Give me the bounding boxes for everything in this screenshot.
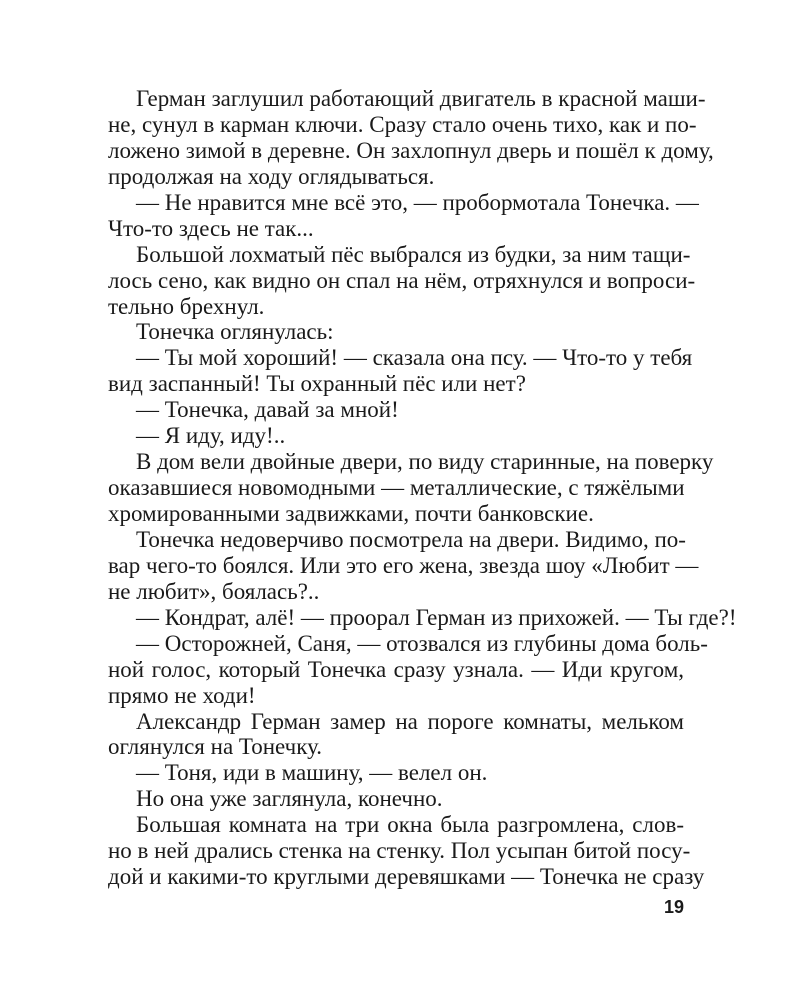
text-line: Тонечка недоверчиво посмотрела на двери. Видимо, по-: [136, 526, 686, 552]
text-line: — Тоня, иди в машину, — велел он.: [136, 760, 488, 786]
text-line: тельно брехнул.: [108, 293, 265, 319]
text-line: прямо не ходи!: [108, 682, 256, 708]
text-line: вид заспанный! Ты охранный пёс или нет?: [108, 371, 526, 397]
text-line: Герман заглушил работающий двигатель в красной маши-: [136, 86, 706, 111]
text-line: Но она уже заглянула, конечно.: [136, 786, 443, 812]
text-line: Тонечка оглянулась:: [136, 319, 334, 345]
text-line: — Осторожней, Саня, — отозвался из глубины дома боль-: [136, 630, 708, 656]
text-line: продолжая на ходу оглядываться.: [108, 163, 435, 189]
text-line: ложено зимой в деревне. Он захлопнул дверь и пошёл к дому,: [108, 137, 714, 163]
text-line: — Кондрат, алё! — проорал Герман из прихожей. — Ты где?!: [136, 604, 737, 630]
text-line: — Не нравится мне всё это, — пробормотала Тонечка. —: [136, 189, 699, 215]
page-number: 19: [663, 897, 684, 917]
text-line: В дом вели двойные двери, по виду старинные, на поверку: [136, 449, 714, 475]
text-line: хромированными задвижками, почти банковские.: [108, 501, 594, 526]
text-line: — Ты мой хороший! — сказала она псу. — Что-то у тебя: [136, 345, 693, 371]
text-line: не, сунул в карман ключи. Сразу стало очень тихо, как и по-: [108, 111, 697, 137]
text-line: лось сено, как видно он спал на нём, отряхнулся и вопроси-: [108, 267, 696, 293]
text-line: но в ней дрались стенка на стенку. Пол усыпан битой посу-: [108, 838, 691, 864]
text-line: оглянулся на Тонечку.: [108, 734, 323, 760]
text-line: Большая комната на три окна была разгромлена, слов-: [136, 812, 684, 838]
text-line: дой и какими-то круглыми деревяшками — Тонечка не сразу: [108, 864, 705, 890]
text-line: Большой лохматый пёс выбрался из будки, за ним тащи-: [136, 241, 691, 267]
text-line: оказавшиеся новомодными — металлические, с тяжёлыми: [108, 475, 685, 501]
text-line: не любит», боялась?..: [108, 578, 320, 604]
text-line: — Я иду, иду!..: [136, 423, 286, 449]
text-line: Что-то здесь не так...: [108, 215, 314, 241]
text-line: — Тонечка, давай за мной!: [136, 397, 399, 423]
text-line: Александр Герман замер на пороге комнаты, мельком: [136, 708, 684, 734]
body-text: [108, 86, 737, 890]
text-line: вар чего-то боялся. Или это его жена, звезда шоу «Любит —: [108, 552, 699, 578]
text-line: ной голос, который Тонечка сразу узнала. — Иди кругом,: [108, 656, 684, 682]
